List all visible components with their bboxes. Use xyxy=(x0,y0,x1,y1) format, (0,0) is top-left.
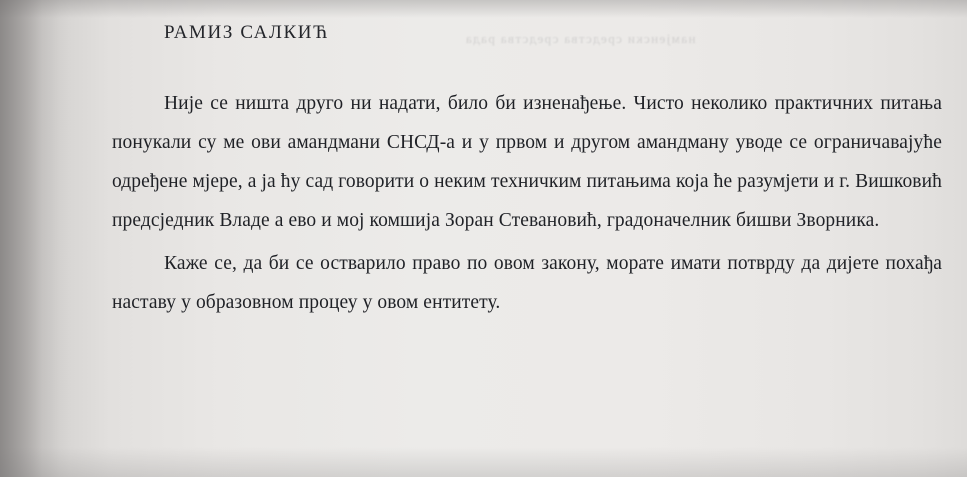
paragraph-2: Каже се, да би се остварило право по овом закону, морате имати потврду да дијете похађа наставу у образовном процеу у овом ентитету. xyxy=(112,253,942,313)
bleed-through-text: намјенски средства средства рада xyxy=(464,31,696,46)
top-edge-shadow xyxy=(0,0,967,18)
paragraph-1: Није се ништа друго ни надати, било би изненађење. Чисто неколико практичних питања понукали су ме ови амандмани СНСД-а и у првом и другом амандману уводе се ограничавајуће одређене мјере, а ја ћу сад говорити о неким техничким питањима која ће разумјети и г. Вишковић предсједник Владе а ево и мој комшија Зоран Стевановић, градоначелник бишви Зворника. xyxy=(112,93,942,231)
page-content xyxy=(112,22,942,324)
left-gutter-shadow xyxy=(0,0,70,477)
page-title: РАМИЗ САЛКИЋ xyxy=(164,22,329,43)
bottom-edge-shadow xyxy=(0,447,967,477)
